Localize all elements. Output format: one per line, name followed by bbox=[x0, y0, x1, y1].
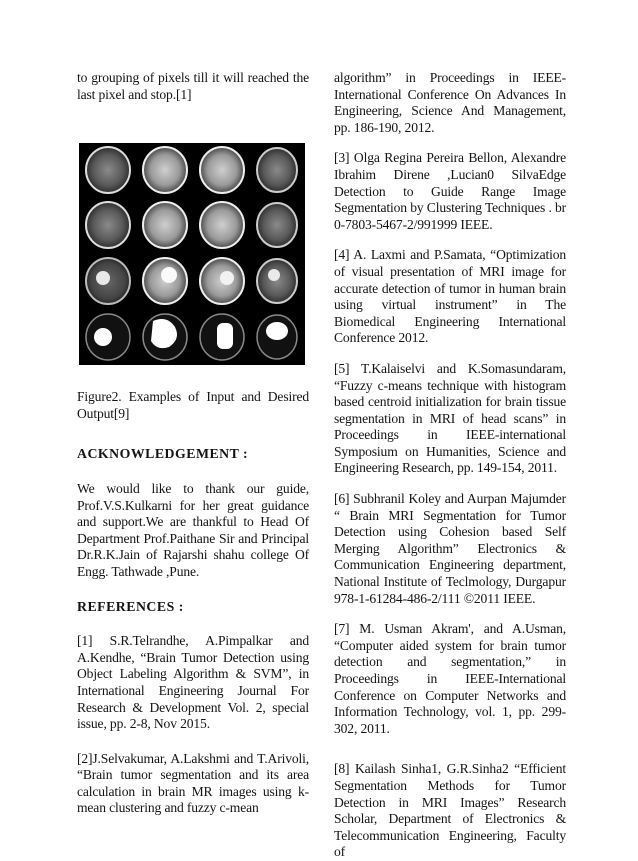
acknowledgement-heading: ACKNOWLEDGEMENT : bbox=[77, 446, 249, 462]
reference-7: [7] M. Usman Akram', and A.Usman, “Computer aided system for brain tumor detection and segmentation,” in Proceedings in IEEE-International Conference on Computer Networks and Information Technology, vol. 1, pp. 299-302, 2011. bbox=[334, 621, 566, 736]
mri-figure bbox=[79, 143, 305, 365]
right-column bbox=[334, 70, 566, 861]
figure-caption: Figure2. Examples of Input and Desired Output[9] bbox=[77, 389, 309, 421]
left-column bbox=[77, 70, 309, 817]
reference-6: [6] Subhranil Koley and Aurpan Majumder “ Brain MRI Segmentation for Tumor Detection using Cohesion based Self Merging Algorithm” Electronics & Communication Engineering department, National Institute of Teclmology, Durgapur 978-1-61284-486-2/111 ©2011 IEEE. bbox=[334, 491, 566, 606]
intro-paragraph: to grouping of pixels till it will reached the last pixel and stop.[1] bbox=[77, 70, 309, 102]
acknowledgement-text: We would like to thank our guide, Prof.V.S.Kulkarni for her great guidance and support.We are thankful to Head Of Department Prof.Paithane Sir and Principal Dr.R.K.Jain of Rajarshi shahu college Of Engg. Tathwade ,Pune. bbox=[77, 480, 309, 579]
reference-3: [3] Olga Regina Pereira Bellon, Alexandre Ibrahim Direne ,Lucian0 SilvaEdge Detection to Guide Range Image Segmentation by Clustering Techniques . br 0-7803-5467-2/991999 IEEE. bbox=[334, 150, 566, 232]
reference-1: [1] S.R.Telrandhe, A.Pimpalkar and A.Kendhe, “Brain Tumor Detection using Object Labeling Algorithm & SVM”, in International Engineering Journal For Research & Development Vol. 2, special issue, pp. 2-8, Nov 2015. bbox=[77, 633, 309, 732]
reference-5: [5] T.Kalaiselvi and K.Somasundaram, “Fuzzy c-means technique with histogram based centroid initialization for brain tissue segmentation in MRI of head scans” in Proceedings in IEEE-international Symposium on Humanities, Science and Engineering Research, pp. 149-154, 2011. bbox=[334, 360, 566, 476]
reference-2-end: algorithm” in Proceedings in IEEE-International Conference On Advances In Engineering, Science And Management, pp. 186-190, 2012. bbox=[334, 70, 566, 135]
reference-4: [4] A. Laxmi and P.Samata, “Optimization of visual presentation of MRI image for accurate detection of tumor in human brain using virtual instrument” in The Biomedical Engineering International Conference 2012. bbox=[334, 247, 566, 346]
mri-grid-image bbox=[79, 143, 305, 365]
reference-2-start: [2]J.Selvakumar, A.Lakshmi and T.Arivoli, “Brain tumor segmentation and its area calculation in brain MR images using k-mean clustering and fuzzy c-mean bbox=[77, 750, 309, 816]
reference-8: [8] Kailash Sinha1, G.R.Sinha2 “Efficient Segmentation Methods for Tumor Detection in MRI Images” Research Scholar, Department of Electronics & Telecommunication Engineering, Faculty of bbox=[334, 761, 566, 860]
references-heading: REFERENCES : bbox=[77, 598, 184, 614]
